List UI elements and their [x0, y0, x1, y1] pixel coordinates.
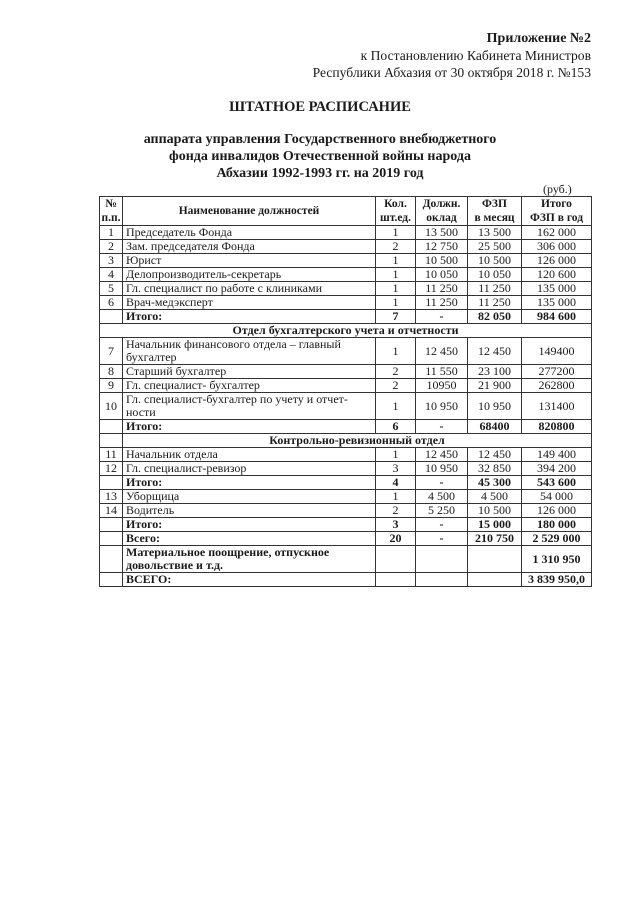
table-row: 10 Гл. специалист-бухгалтер по учету и отчет-ности 1 10 950 10 950 131400	[100, 393, 592, 420]
col-header-count: Кол. шт.ед.	[376, 197, 416, 226]
table-row: 1 Председатель Фонда 1 13 500 13 500 162 000	[100, 226, 592, 240]
table-row: 6 Врач-медэксперт 1 11 250 11 250 135 000	[100, 296, 592, 310]
table-row: 13 Уборщица 1 4 500 4 500 54 000	[100, 490, 592, 504]
appendix-label: Приложение №2	[486, 31, 591, 46]
table-row: 7 Начальник финансового отдела – главный бухгалтер 1 12 450 12 450 149400	[100, 338, 592, 365]
table-row: 12 Гл. специалист-ревизор 3 10 950 32 850 394 200	[100, 462, 592, 476]
table-row: 14 Водитель 2 5 250 10 500 126 000	[100, 504, 592, 518]
table-row: 2 Зам. председателя Фонда 2 12 750 25 500 306 000	[100, 240, 592, 254]
table-row: 8 Старший бухгалтер 2 11 550 23 100 277200	[100, 365, 592, 379]
col-header-monthly: ФЗП в месяц	[468, 197, 522, 226]
table-row: 3 Юрист 1 10 500 10 500 126 000	[100, 254, 592, 268]
resolution-ref-line1: к Постановлению Кабинета Министров	[360, 48, 591, 63]
grand-subtotal-row: Всего: 20 - 210 750 2 529 000	[100, 532, 592, 546]
subtitle-line1: аппарата управления Государственного внебюджетного	[143, 132, 497, 147]
subtotal-row: Итого: 6 - 68400 820800	[100, 420, 592, 434]
page-subtitle	[0, 131, 640, 182]
subtotal-row: Итого: 7 - 82 050 984 600	[100, 310, 592, 324]
table-header-row	[100, 197, 592, 226]
col-header-name: Наименование должностей	[123, 197, 376, 226]
section-header-accounting: Отдел бухгалтерского учета и отчетности	[100, 324, 592, 338]
subtotal-row: Итого: 4 - 45 300 543 600	[100, 476, 592, 490]
col-header-salary: Должн. оклад	[416, 197, 468, 226]
units-label: (руб.)	[543, 182, 572, 196]
page-title: ШТАТНОЕ РАСПИСАНИЕ	[229, 99, 411, 115]
subtitle-line2: фонда инвалидов Отечественной войны народа	[169, 149, 471, 164]
col-header-num: № п.п.	[101, 198, 121, 224]
table-row: 4 Делопроизводитель-секретарь 1 10 050 10 050 120 600	[100, 268, 592, 282]
subtotal-row: Итого: 3 - 15 000 180 000	[100, 518, 592, 532]
resolution-ref-line2: Республики Абхазия от 30 октября 2018 г. №153	[312, 65, 591, 80]
table-row: 9 Гл. специалист- бухгалтер 2 10950 21 900 262800	[100, 379, 592, 393]
table-row: 5 Гл. специалист по работе с клиниками 1 11 250 11 250 135 000	[100, 282, 592, 296]
section-header-audit: Контрольно-ревизионный отдел	[100, 434, 592, 448]
subtitle-line3: Абхазии 1992-1993 гг. на 2019 год	[216, 166, 424, 181]
table-row: 11 Начальник отдела 1 12 450 12 450 149 400	[100, 448, 592, 462]
staff-schedule-table	[99, 196, 592, 587]
document-header	[313, 30, 591, 81]
bonus-row: Материальное поощрение, отпускное довольствие и т.д. 1 310 950	[100, 546, 592, 573]
col-header-yearly: Итого ФЗП в год	[522, 197, 592, 226]
grand-total-row: ВСЕГО: 3 839 950,0	[100, 573, 592, 587]
